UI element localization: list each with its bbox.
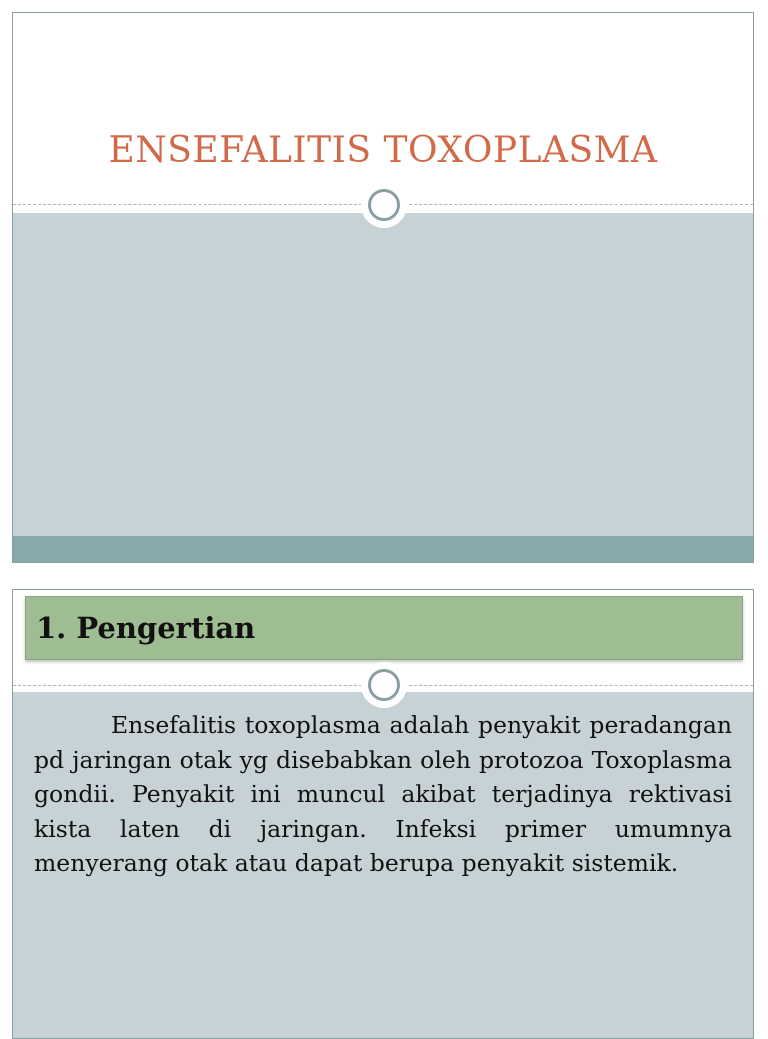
content-panel	[13, 213, 753, 536]
slide-title	[12, 12, 754, 563]
body-paragraph: Ensefalitis toxoplasma adalah penyakit peradangan pd jaringan otak yg disebabkan oleh protozoa Toxoplasma gondii. Penyakit ini muncul akibat terjadinya rektivasi kista laten di jaringan. Infeksi primer umumnya menyerang otak atau dapat berupa penyakit sistemik.	[34, 711, 732, 877]
heading-box	[25, 596, 743, 660]
slide-pengertian	[12, 589, 754, 1039]
title-area	[13, 13, 753, 205]
footer-bar	[13, 536, 753, 562]
circle-ornament-icon	[361, 662, 407, 708]
circle-ornament-icon	[361, 182, 407, 228]
slide-title-text: ENSEFALITIS TOXOPLASMA	[108, 129, 658, 171]
section-heading: 1. Pengertian	[36, 611, 256, 645]
